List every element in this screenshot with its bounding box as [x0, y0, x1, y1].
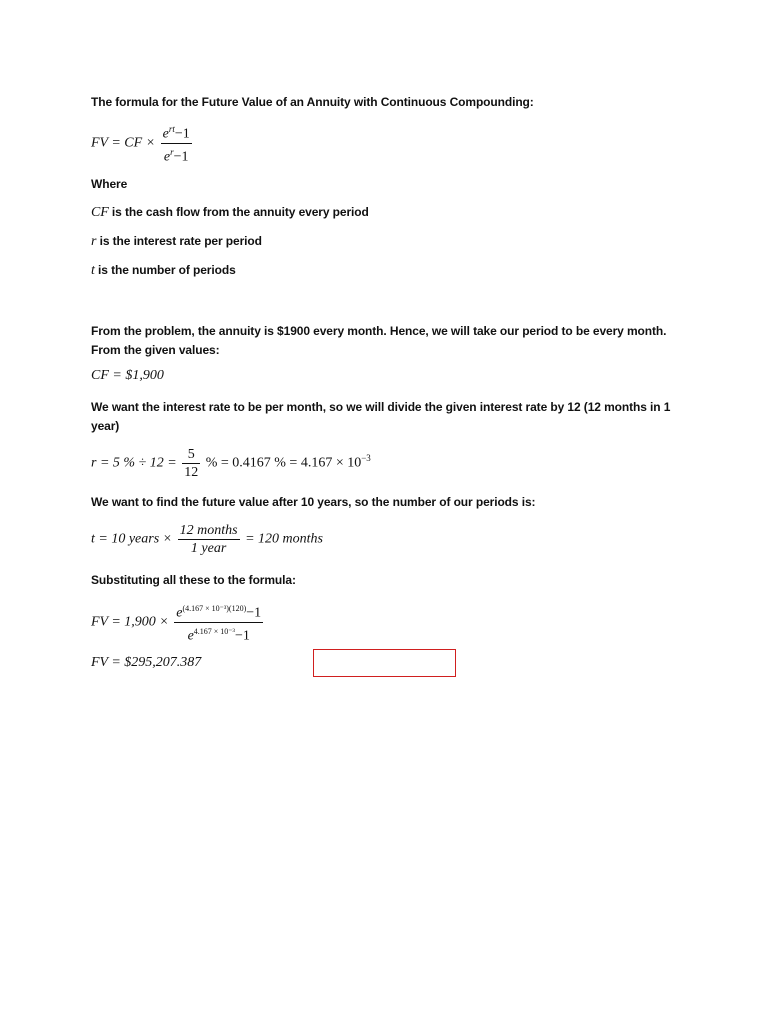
answer-box [313, 649, 456, 677]
def-r: r is the interest rate per period [91, 234, 262, 249]
def-cf: CF is the cash flow from the annuity every period [91, 205, 369, 220]
periods-paragraph: We want to find the future value after 10 years, so the number of our periods is: [91, 495, 536, 509]
where-label: Where [91, 177, 128, 191]
interest-paragraph: We want the interest rate to be per month, so we will divide the given interest rate by 12 (12 months in 1 year) [91, 400, 671, 433]
fv-formula-lhs: FV = CF × [91, 135, 156, 151]
fv-formula-fraction [161, 121, 192, 165]
def-t: t is the number of periods [91, 263, 236, 278]
fv-formula [91, 121, 194, 165]
r-equation: r = 5 % ÷ 12 = $\frac{5}{12}$ % = 0.4167 % = $4.167 \times 10^{-3}$ [91, 447, 371, 480]
result-equation: FV = $295,207.387 [91, 655, 202, 670]
fv-formula-numerator: $e^{rt}-1$ [161, 121, 192, 144]
intro-text: The formula for the Future Value of an Annuity with Continuous Compounding: [91, 95, 534, 109]
substitution-equation: FV = 1,900 × $\frac{e^{(4.167 \times 10^{-3})(120)}-1}{e^{4.167 \times 10^{-3}}-1}$ [91, 600, 265, 644]
problem-paragraph: From the problem, the annuity is $1900 every month. Hence, we will take our period to be every month. From the given values: [91, 324, 667, 357]
cf-equation: CF = $1,900 [91, 368, 164, 383]
fv-formula-denominator: $e^r-1$ [163, 146, 189, 165]
substituting-paragraph: Substituting all these to the formula: [91, 573, 296, 587]
t-equation: t = 10 years × $\frac{\text{12 months}}{\text{1 year}}$ = 120 months [91, 523, 323, 556]
